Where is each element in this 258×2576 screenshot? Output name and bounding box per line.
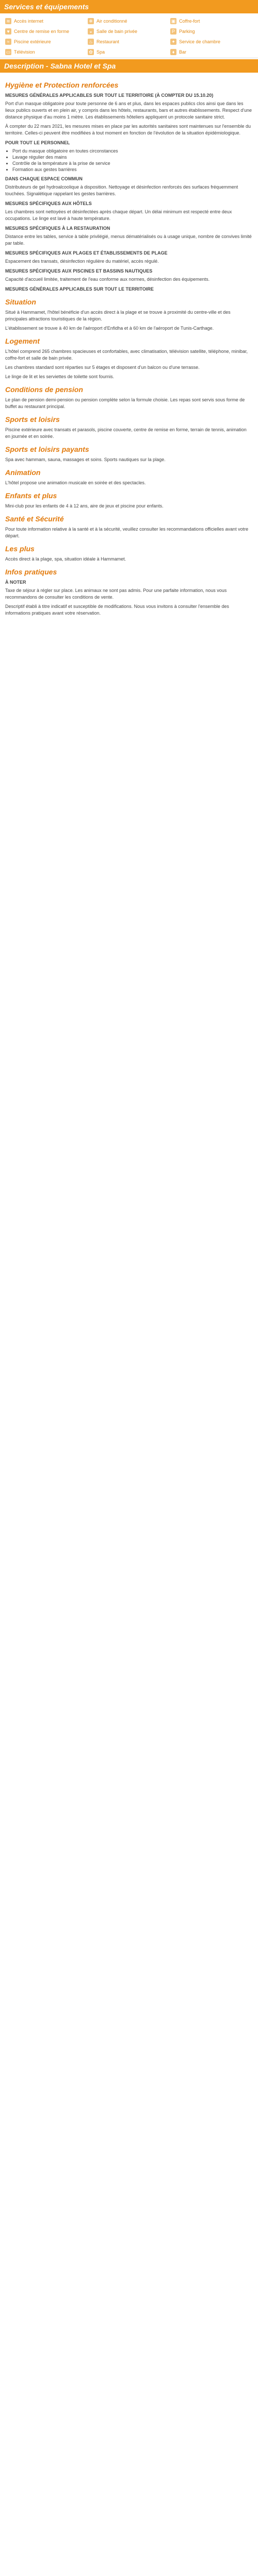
service-item (5, 38, 88, 45)
section-measures-title: MESURES GÉNÉRALES APPLICABLES SUR TOUT LE TERRITOIRE (À COMPTER DU 15.10.20) (5, 93, 214, 98)
bathroom-icon: ◒ (88, 28, 94, 35)
service-label: Accès internet (14, 19, 44, 24)
description-content (0, 73, 258, 622)
subsection-title: À NOTER (5, 580, 26, 585)
pool-icon: ≈ (5, 39, 11, 45)
paragraph: L'hôtel comprend 265 chambres spacieuses et confortables, avec climatisation, télévision satellite, téléphone, minibar, coffre-fort et salle de bain privée. (5, 349, 248, 361)
heading-sports: Sports et loisirs (5, 415, 60, 423)
services-grid (5, 18, 253, 56)
services-section (0, 13, 258, 58)
subsection-title: POUR TOUT LE PERSONNEL (5, 140, 70, 145)
paragraph: L'établissement se trouve à 40 km de l'aéroport d'Enfidha et à 60 km de l'aéroport de Tunis-Carthage. (5, 326, 214, 331)
subsection-title: MESURES SPÉCIFIQUES À LA RESTAURATION (5, 226, 110, 231)
paragraph: Les chambres standard sont réparties sur 5 étages et disposent d'un balcon ou d'une terrasse. (5, 365, 200, 370)
subsection-title: DANS CHAQUE ESPACE COMMUN (5, 176, 83, 181)
paragraph: Spa avec hammam, sauna, massages et soins. Sports nautiques sur la plage. (5, 457, 166, 462)
paragraph: Descriptif établi à titre indicatif et susceptible de modifications. Nous vous invitons à consulter l'ensemble des informations pratiques avant votre réservation. (5, 604, 229, 616)
parking-icon: P (170, 28, 176, 35)
service-label: Salle de bain privée (96, 29, 138, 34)
heading-health: Santé et Sécurité (5, 515, 64, 523)
service-item (88, 38, 170, 45)
service-label: Bar (179, 49, 187, 55)
subsection-title: MESURES GÉNÉRALES APPLICABLES SUR TOUT LE TERRITOIRE (5, 286, 154, 292)
list-item: • Formation aux gestes barrières (12, 166, 253, 173)
list-item: • Contrôle de la température à la prise de service (12, 160, 253, 166)
tv-icon: ▭ (6, 49, 11, 55)
service-label: Service de chambre (179, 39, 221, 44)
service-item (170, 48, 253, 56)
bar-icon: ♦ (170, 49, 176, 55)
service-label: Restaurant (96, 39, 120, 44)
room-service-icon: ✦ (170, 39, 176, 45)
subsection-title: MESURES SPÉCIFIQUES AUX PLAGES ET ÉTABLISSEMENTS DE PLAGE (5, 250, 168, 256)
paragraph: Piscine extérieure avec transats et parasols, piscine couverte, centre de remise en forme, terrain de tennis, animation en journée et en soirée. (5, 427, 247, 439)
heading-sports-paid: Sports et loisirs payants (5, 445, 89, 453)
staff-measures-list (5, 148, 253, 173)
service-item (5, 18, 88, 25)
paragraph: Espacement des transats, désinfection régulière du matériel, accès régulé. (5, 259, 159, 264)
air-conditioning-icon: ❄ (88, 18, 94, 24)
paragraph: Le plan de pension demi-pension ou pension complète selon la formule choisie. Les repas sont servis sous forme de buffet au restaurant principal. (5, 397, 245, 409)
heading-situation: Situation (5, 298, 36, 306)
service-label: Télévision (14, 49, 35, 55)
heading-info: Infos pratiques (5, 568, 57, 576)
service-item (5, 28, 88, 35)
paragraph: L'hôtel propose une animation musicale en soirée et des spectacles. (5, 480, 146, 485)
paragraph: Mini-club pour les enfants de 4 à 12 ans, aire de jeux et piscine pour enfants. (5, 503, 164, 509)
service-label: Parking (179, 29, 195, 34)
paragraph: Distance entre les tables, service à table privilégié, menus dématérialisés ou à usage unique, nombre de convives limité par table. (5, 234, 252, 246)
service-label: Centre de remise en forme (14, 29, 70, 34)
service-item (170, 38, 253, 45)
subsection-title: MESURES SPÉCIFIQUES AUX HÔTELS (5, 201, 92, 206)
service-label: Air conditionné (96, 19, 127, 24)
paragraph: Distributeurs de gel hydroalcoolique à disposition. Nettoyage et désinfection renforcés des surfaces fréquemment touchées. Signalétique rappelant les gestes barrières. (5, 184, 238, 196)
paragraph: Les chambres sont nettoyées et désinfectées après chaque départ. Un délai minimum est respecté entre deux occupations. Le linge est lavé à haute température. (5, 209, 232, 221)
description-header: Description - Sabna Hotel et Spa (0, 59, 258, 73)
heading-children: Enfants et plus (5, 492, 57, 500)
spa-icon: ✿ (88, 49, 94, 55)
service-item (88, 28, 170, 35)
page (0, 0, 258, 622)
heading-logement: Logement (5, 337, 40, 345)
paragraph: Pour toute information relative à la santé et à la sécurité, veuillez consulter les recommandations officielles avant votre départ. (5, 527, 249, 538)
paragraph: Capacité d'accueil limitée, traitement de l'eau conforme aux normes, désinfection des équipements. (5, 277, 210, 282)
paragraph: Le linge de lit et les serviettes de toilette sont fournis. (5, 374, 115, 379)
paragraph: Situé à Hammamet, l'hôtel bénéficie d'un accès direct à la plage et se trouve à proximité du centre-ville et des principales attractions touristiques de la région. (5, 310, 231, 321)
service-item (5, 48, 88, 56)
service-item (170, 28, 253, 35)
paragraph: À compter du 22 mars 2021, les mesures mises en place par les autorités sanitaires sont maintenues sur l'ensemble du territoire. Celles-ci peuvent être modifiées à tout moment en fonction de l'évolution de la situation épidémiologique. (5, 124, 251, 135)
heading-conditions: Conditions de pension (5, 385, 83, 394)
wifi-icon: ≋ (5, 18, 11, 24)
services-header: Services et équipements (0, 0, 258, 13)
paragraph: Accès direct à la plage, spa, situation idéale à Hammamet. (5, 556, 126, 562)
heading-hygiene: Hygiène et Protection renforcées (5, 81, 119, 89)
service-label: Coffre-fort (179, 19, 200, 24)
list-item: • Lavage régulier des mains (12, 154, 253, 160)
heading-animation: Animation (5, 468, 41, 477)
service-item (88, 18, 170, 25)
safe-icon: ▣ (171, 19, 176, 24)
restaurant-icon: ♨ (88, 39, 93, 44)
service-label: Spa (96, 49, 105, 55)
list-item: • Port du masque obligatoire en toutes circonstances (12, 148, 253, 154)
service-label: Piscine extérieure (14, 39, 51, 44)
paragraph: Taxe de séjour à régler sur place. Les animaux ne sont pas admis. Pour une parfaite information, nous vous recommandons de consulter les conditions de vente. (5, 588, 227, 600)
heading-plus: Les plus (5, 545, 35, 553)
service-item (170, 18, 253, 25)
paragraph: Port d'un masque obligatoire pour toute personne de 6 ans et plus, dans les espaces publics clos ainsi que dans les lieux publics ouverts et en plein air, y compris dans les hôtels, restaurants, bars et autres établissements. Respect d'une distance physique d'au moins 1 mètre. Les établissements hôteliers appliquent un protocole sanitaire strict. (5, 101, 252, 120)
fitness-icon: ♥ (5, 28, 11, 35)
subsection-title: MESURES SPÉCIFIQUES AUX PISCINES ET BASSINS NAUTIQUES (5, 268, 153, 274)
service-item (88, 48, 170, 56)
